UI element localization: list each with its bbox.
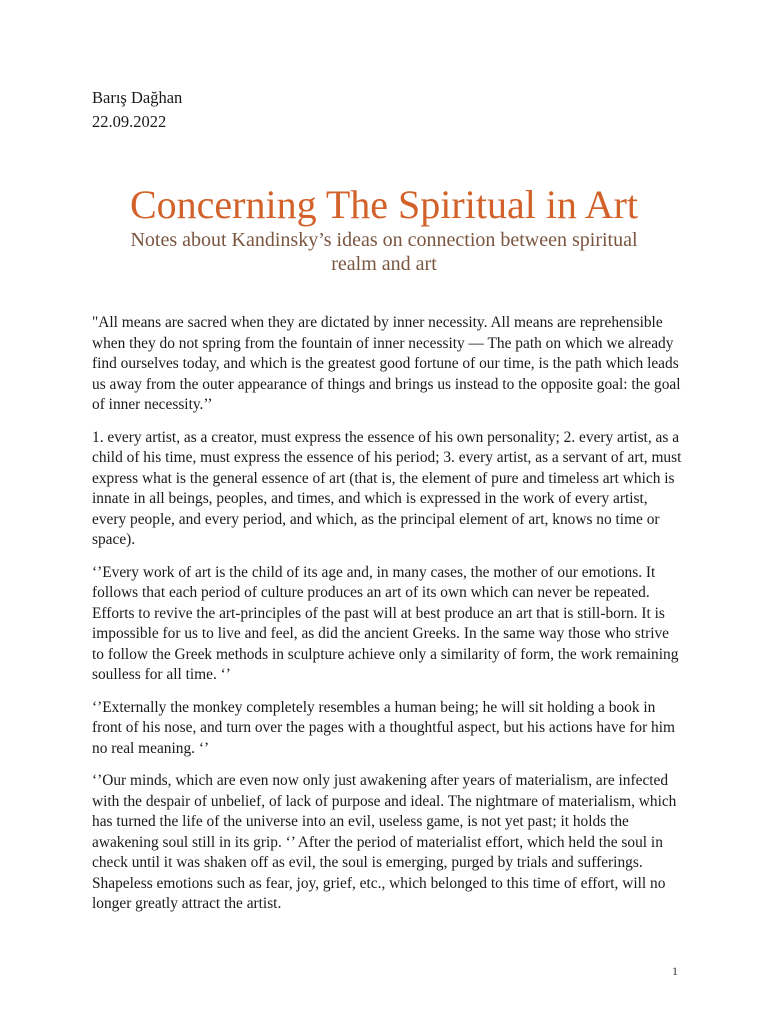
document-title: Concerning The Spiritual in Art	[129, 182, 639, 227]
paragraph-4: ‘’Externally the monkey completely resembles a human being; he will sit holding a book in front of his nose, and turn over the pages with a thoughtful aspect, but his actions have for him no real meaning. ‘’	[92, 698, 676, 757]
document-date: 22.09.2022	[92, 112, 167, 131]
author-name: Barış Dağhan	[92, 88, 183, 107]
document-body	[92, 313, 682, 927]
paragraph-1: "All means are sacred when they are dictated by inner necessity. All means are reprehensible when they do not spring from the fountain of inner necessity — The path on which we already find ourselves today, and which is the greatest good fortune of our time, is the path which leads us away from the outer appearance of things and brings us instead to the opposite goal: the goal of inner necessity.’’	[92, 314, 681, 413]
page-number: 1	[672, 964, 678, 978]
paragraph-2: 1. every artist, as a creator, must express the essence of his own personality; 2. every artist, as a child of his time, must express the essence of his period; 3. every artist, as a servant of art, must express what is the general essence of art (that is, the element of pure and timeless art which is innate in all beings, peoples, and times, and which is expressed in the work of every artist, every people, and every period, and which, as the principal element of art, knows no time or space).	[92, 428, 682, 548]
document-header	[92, 86, 182, 134]
document-subtitle: Notes about Kandinsky’s ideas on connection between spiritual realm and art	[130, 229, 638, 275]
paragraph-3: ‘’Every work of art is the child of its age and, in many cases, the mother of our emotions. It follows that each period of culture produces an art of its own which can never be repeated. Efforts to revive the art-principles of the past will at best produce an art that is still-born. It is impossible for us to live and feel, as did the ancient Greeks. In the same way those who strive to follow the Greek methods in sculpture achieve only a similarity of form, the work remaining soulless for all time. ‘’	[92, 563, 679, 683]
paragraph-5: ‘’Our minds, which are even now only just awakening after years of materialism, are infected with the despair of unbelief, of lack of purpose and ideal. The nightmare of materialism, which has turned the life of the universe into an evil, useless game, is not yet past; it holds the awakening soul still in its grip. ‘’ After the period of materialist effort, which held the soul in check until it was shaken off as evil, the soul is emerging, purged by trials and sufferings. Shapeless emotions such as fear, joy, grief, etc., which belonged to this time of effort, will no longer greatly attract the artist.	[92, 772, 677, 912]
